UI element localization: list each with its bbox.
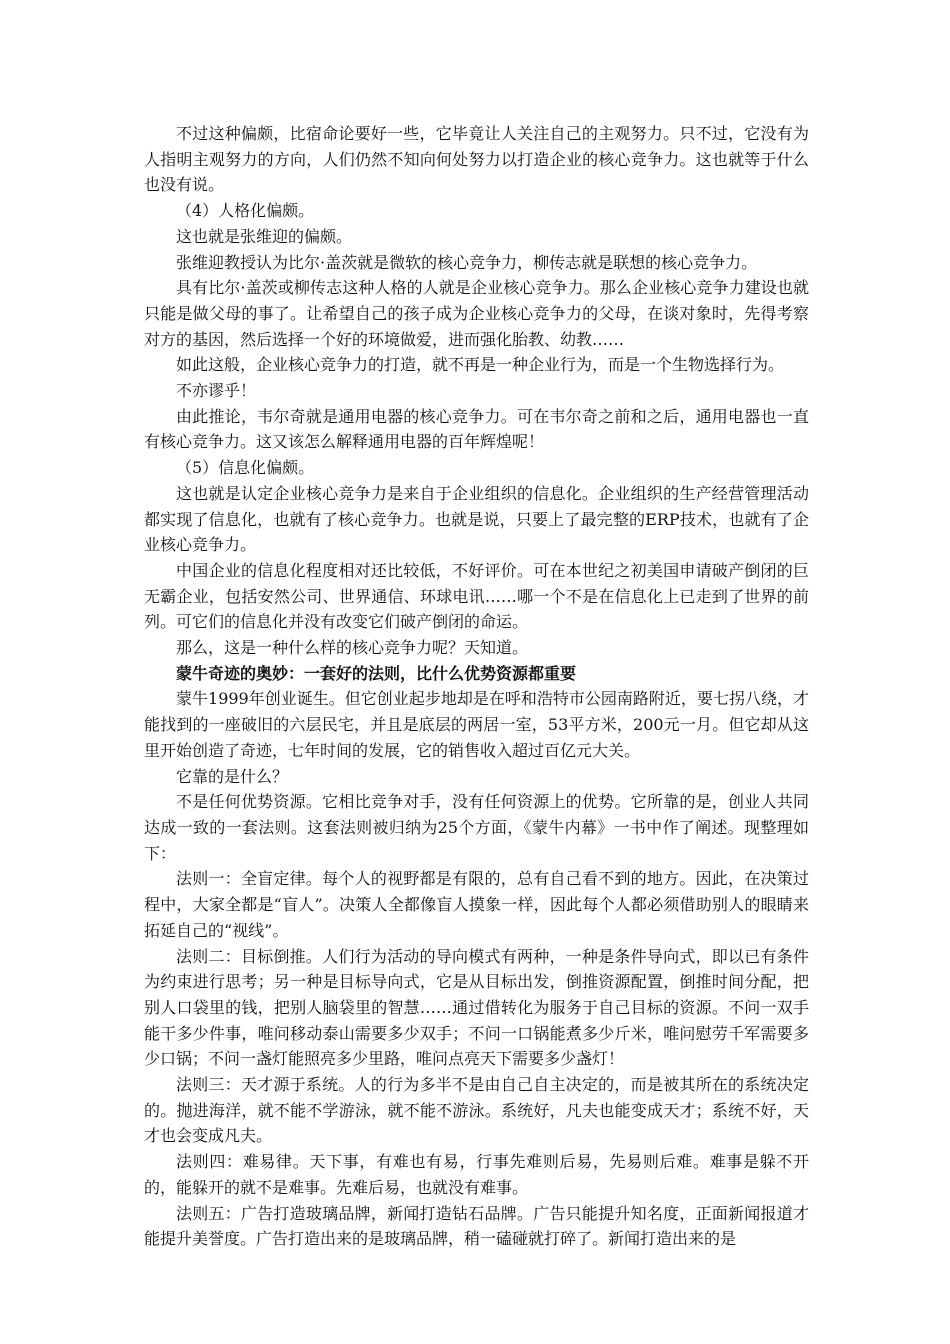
paragraph: 具有比尔·盖茨或柳传志这种人格的人就是企业核心竞争力。那么企业核心竞争力建设也就只能是做父母的事了。让希望自己的孩子成为企业核心竞争力的父母，在谈对象时，先得考察对方的基因，然后选择一个好的环境做爱，进而强化胎教、幼教…… — [144, 278, 809, 349]
paragraph: 如此这般，企业核心竞争力的打造，就不再是一种企业行为，而是一个生物选择行为。 — [176, 355, 785, 375]
paragraph: 张维迎教授认为比尔·盖茨就是微软的核心竞争力，柳传志就是联想的核心竞争力。 — [176, 252, 758, 272]
paragraph: 蒙牛1999年创业诞生。但它创业起步地却是在呼和浩特市公园南路附近，要七拐八绕，才能找到的一座破旧的六层民宅，并且是底层的两居一室，53平方米，200元一月。但它却从这里开始创造了奇迹，七年时间的发展，它的销售收入超过百亿元大关。 — [144, 689, 809, 760]
paragraph: 不过这种偏颇，比宿命论要好一些，它毕竟让人关注自己的主观努力。只不过，它没有为人指明主观努力的方向，人们仍然不知向何处努力以打造企业的核心竞争力。这也就等于什么也没有说。 — [144, 124, 809, 195]
section-heading: 蒙牛奇迹的奥妙：一套好的法则，比什么优势资源都重要 — [176, 663, 577, 683]
paragraph: 中国企业的信息化程度相对还比较低，不好评价。可在本世纪之初美国申请破产倒闭的巨无霸企业，包括安然公司、世界通信、环球电讯……哪一个不是在信息化上已走到了世界的前列。可它们的信息化并没有改变它们破产倒闭的命运。 — [144, 560, 809, 632]
paragraph-rule: 法则三：天才源于系统。人的行为多半不是由自己自主决定的，而是被其所在的系统决定的。抛进海洋，就不能不学游泳，就不能不游泳。系统好，凡夫也能变成天才；系统不好，天才也会变成凡夫。 — [144, 1075, 809, 1146]
paragraph-rule: 法则四：难易律。天下事，有难也有易，行事先难则后易，先易则后难。难事是躲不开的，能躲开的就不是难事。先难后易，也就没有难事。 — [144, 1152, 809, 1197]
paragraph-rule: 法则二：目标倒推。人们行为活动的导向模式有两种，一种是条件导向式，即以已有条件为约束进行思考；另一种是目标导向式，它是从目标出发，倒推资源配置，倒推时间分配，把别人口袋里的钱，把别人脑袋里的智慧……通过借转化为服务于自己目标的资源。不问一双手能干多少件事，唯问移动泰山需要多少双手；不问一口锅能煮多少斤米，唯问慰劳千军需要多少口锅；不问一盏灯能照亮多少里路，唯问点亮天下需要多少盏灯！ — [144, 946, 809, 1069]
paragraph: 由此推论，韦尔奇就是通用电器的核心竞争力。可在韦尔奇之前和之后，通用电器也一直有核心竞争力。这又该怎么解释通用电器的百年辉煌呢！ — [144, 406, 809, 452]
paragraph: 这也就是认定企业核心竞争力是来自于企业组织的信息化。企业组织的生产经营管理活动都实现了信息化，也就有了核心竞争力。也就是说，只要上了最完整的ERP技术，也就有了企业核心竞争力。 — [144, 483, 809, 555]
document-page — [144, 121, 809, 1252]
paragraph-rule: 法则五：广告打造玻璃品牌，新闻打造钻石品牌。广告只能提升知名度，正面新闻报道才能提升美誉度。广告打造出来的是玻璃品牌，稍一磕碰就打碎了。新闻打造出来的是 — [144, 1203, 809, 1249]
paragraph: 不亦谬乎！ — [176, 381, 257, 401]
paragraph: 那么，这是一种什么样的核心竞争力呢？天知道。 — [176, 638, 529, 658]
paragraph: 这也就是张维迎的偏颇。 — [176, 226, 353, 246]
paragraph: 它靠的是什么？ — [176, 766, 289, 786]
paragraph-list-item: （4）人格化偏颇。 — [176, 201, 315, 221]
paragraph-list-item: （5）信息化偏颇。 — [176, 458, 315, 478]
paragraph: 不是任何优势资源。它相比竞争对手，没有任何资源上的优势。它所靠的是，创业人共同达成一致的一套法则。这套法则被归纳为25个方面，《蒙牛内幕》一书中作了阐述。现整理如下： — [144, 792, 809, 863]
paragraph-rule: 法则一：全盲定律。每个人的视野都是有限的，总有自己看不到的地方。因此，在决策过程中，大家全都是“盲人”。决策人全都像盲人摸象一样，因此每个人都必须借助别人的眼睛来拓延自己的“视线”。 — [144, 869, 809, 940]
